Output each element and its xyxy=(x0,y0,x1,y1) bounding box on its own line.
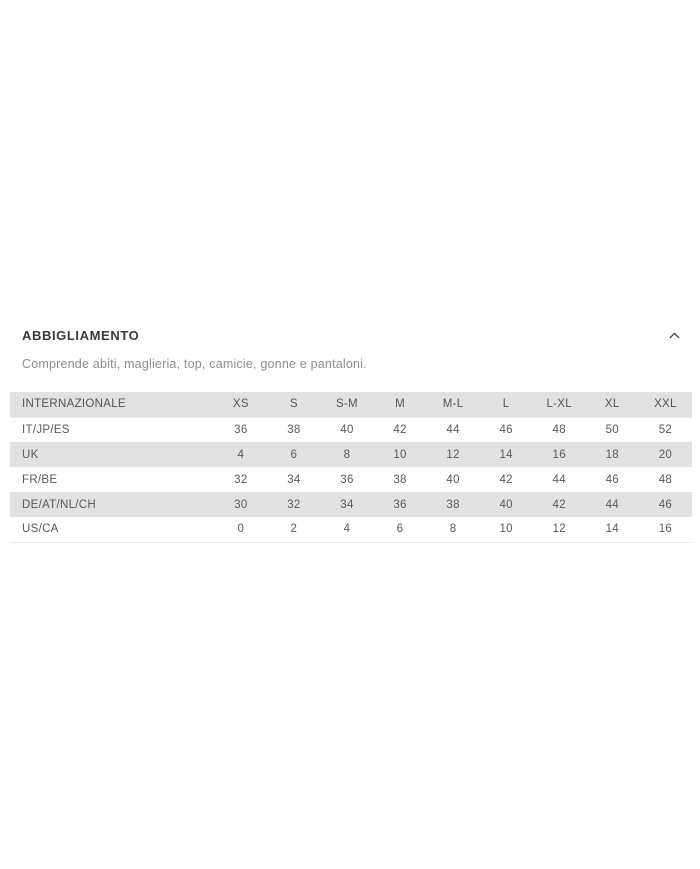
table-row xyxy=(10,417,692,442)
size-cell: 0 xyxy=(237,523,245,536)
size-cell: 40 xyxy=(446,473,460,486)
size-cell: 34 xyxy=(287,473,301,486)
row-label: DE/AT/NL/CH xyxy=(22,498,97,511)
size-cell: 16 xyxy=(552,448,566,461)
size-cell: 2 xyxy=(290,523,298,536)
size-cell: 36 xyxy=(340,473,354,486)
chevron-up-icon[interactable] xyxy=(668,329,680,341)
size-cell: 12 xyxy=(446,448,460,461)
column-header-s: S xyxy=(289,398,298,411)
size-cell: 36 xyxy=(234,423,248,436)
size-cell: 6 xyxy=(396,523,404,536)
column-header-sm: S-M xyxy=(335,398,358,411)
size-cell: 40 xyxy=(499,498,513,511)
size-cell: 46 xyxy=(658,498,673,511)
row-label: IT/JP/ES xyxy=(22,423,70,436)
size-cell: 6 xyxy=(290,448,298,461)
size-cell: 18 xyxy=(605,448,619,461)
size-cell: 14 xyxy=(605,523,619,536)
size-cell: 52 xyxy=(658,423,673,436)
size-cell: 30 xyxy=(234,498,248,511)
size-cell: 42 xyxy=(552,498,566,511)
row-label: UK xyxy=(22,448,39,461)
size-cell: 4 xyxy=(237,448,245,461)
size-cell: 48 xyxy=(552,423,566,436)
column-header-xxl: XXL xyxy=(654,398,677,411)
size-cell: 14 xyxy=(499,448,513,461)
table-row xyxy=(10,442,692,467)
column-header-xs: XS xyxy=(232,398,249,411)
size-cell: 40 xyxy=(340,423,354,436)
size-cell: 16 xyxy=(658,523,673,536)
size-cell: 42 xyxy=(499,473,513,486)
column-header-internazionale: INTERNAZIONALE xyxy=(22,398,126,411)
size-cell: 36 xyxy=(393,498,407,511)
size-cell: 46 xyxy=(605,473,619,486)
column-header-xl: XL xyxy=(604,398,620,411)
size-cell: 8 xyxy=(449,523,457,536)
size-cell: 38 xyxy=(446,498,460,511)
size-conversion-table xyxy=(10,392,692,543)
size-cell: 48 xyxy=(658,473,673,486)
size-cell: 8 xyxy=(343,448,351,461)
size-cell: 44 xyxy=(605,498,619,511)
clothing-size-section xyxy=(0,326,700,543)
size-cell: 12 xyxy=(552,523,566,536)
table-row xyxy=(10,492,692,517)
row-label: FR/BE xyxy=(22,473,58,486)
accordion-header[interactable] xyxy=(0,326,700,344)
size-cell: 32 xyxy=(234,473,248,486)
column-header-ml: M-L xyxy=(442,398,464,411)
size-cell: 10 xyxy=(393,448,407,461)
size-cell: 10 xyxy=(499,523,513,536)
row-label: US/CA xyxy=(22,523,59,536)
size-cell: 44 xyxy=(552,473,566,486)
size-cell: 20 xyxy=(658,448,673,461)
size-cell: 44 xyxy=(446,423,460,436)
size-cell: 42 xyxy=(393,423,407,436)
column-header-m: M xyxy=(395,398,405,411)
section-title: ABBIGLIAMENTO xyxy=(22,327,140,343)
column-header-lxl: L-XL xyxy=(546,398,572,411)
size-cell: 46 xyxy=(499,423,513,436)
table-row xyxy=(10,467,692,492)
table-row xyxy=(10,517,692,542)
size-cell: 34 xyxy=(340,498,354,511)
table-header-row xyxy=(10,392,692,417)
size-cell: 38 xyxy=(393,473,407,486)
size-cell: 38 xyxy=(287,423,301,436)
section-description: Comprende abiti, maglieria, top, camicie, gonne e pantaloni. xyxy=(22,357,367,371)
size-cell: 50 xyxy=(605,423,619,436)
column-header-l: L xyxy=(502,398,510,411)
size-cell: 4 xyxy=(343,523,351,536)
size-cell: 32 xyxy=(287,498,301,511)
